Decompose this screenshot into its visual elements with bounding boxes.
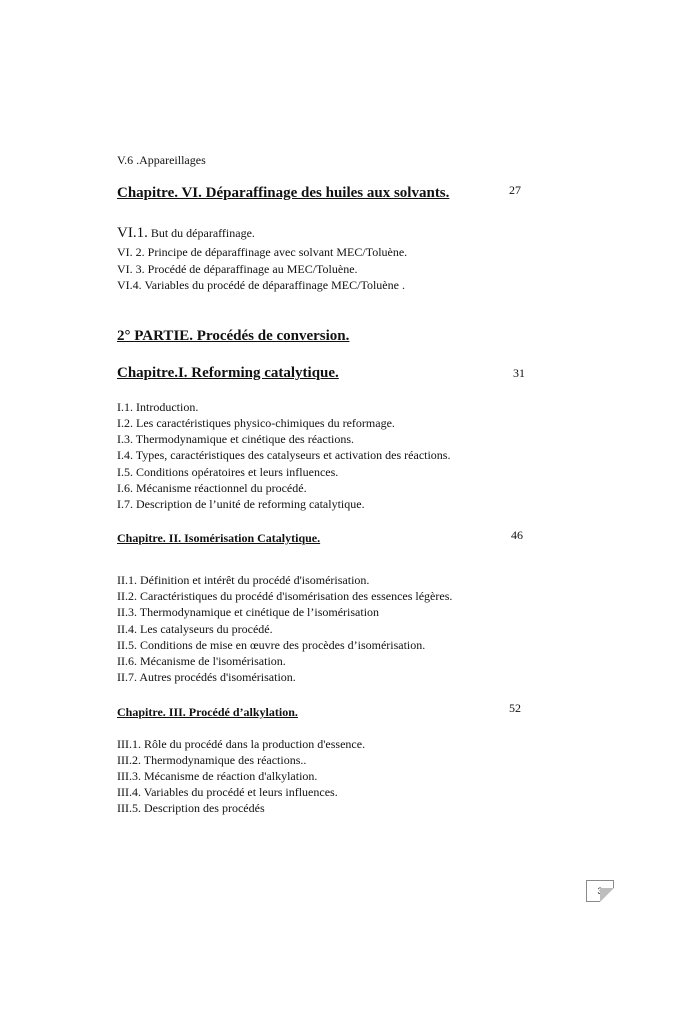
toc-entry-i-5: I.5. Conditions opératoires et leurs influences.	[117, 465, 339, 479]
chapter-i-title: Chapitre.I. Reforming catalytique.	[117, 365, 339, 381]
toc-entry-ii-4: II.4. Les catalyseurs du procédé.	[117, 622, 273, 636]
toc-entry-vi-4: VI.4. Variables du procédé de déparaffinage MEC/Toluène .	[117, 278, 405, 292]
page-number: 3	[597, 886, 603, 896]
toc-entry-i-1: I.1. Introduction.	[117, 400, 199, 414]
toc-entry-i-3: I.3. Thermodynamique et cinétique des réactions.	[117, 432, 355, 446]
folded-corner-icon	[600, 888, 614, 902]
chapter-vi-title: Chapitre. VI. Déparaffinage des huiles aux solvants.	[117, 185, 450, 201]
toc-entry-iii-5: III.5. Description des procédés	[117, 801, 265, 815]
toc-entry-vi-1	[117, 226, 255, 240]
toc-entry-vi-2: VI. 2. Principe de déparaffinage avec solvant MEC/Toluène.	[117, 245, 408, 259]
toc-entry-i-2: I.2. Les caractéristiques physico-chimiques du reformage.	[117, 416, 395, 430]
toc-entry-iii-1: III.1. Rôle du procédé dans la production d'essence.	[117, 737, 366, 751]
toc-entry-ii-7: II.7. Autres procédés d'isomérisation.	[117, 670, 296, 684]
part-2-title: 2° PARTIE. Procédés de conversion.	[117, 328, 350, 344]
chapter-iii-page: 52	[509, 701, 521, 715]
toc-entry-iii-3: III.3. Mécanisme de réaction d'alkylation.	[117, 769, 318, 783]
toc-entry-vi-3: VI. 3. Procédé de déparaffinage au MEC/Toluène.	[117, 262, 358, 276]
toc-entry-i-6: I.6. Mécanisme réactionnel du procédé.	[117, 481, 307, 495]
page-number-box	[586, 880, 614, 902]
toc-entry-ii-3: II.3. Thermodynamique et cinétique de l’isomérisation	[117, 605, 380, 619]
toc-entry-v6: V.6 .Appareillages	[117, 153, 206, 167]
chapter-ii-title: Chapitre. II. Isomérisation Catalytique.	[117, 531, 321, 545]
toc-entry-vi-1-number: VI.1.	[117, 225, 148, 241]
toc-entry-iii-2: III.2. Thermodynamique des réactions..	[117, 753, 307, 767]
toc-entry-i-7: I.7. Description de l’unité de reforming catalytique.	[117, 497, 365, 511]
toc-entry-ii-1: II.1. Définition et intérêt du procédé d'isomérisation.	[117, 573, 370, 587]
toc-entry-vi-1-text: But du déparaffinage.	[147, 226, 255, 240]
toc-entry-ii-6: II.6. Mécanisme de l'isomérisation.	[117, 654, 286, 668]
toc-entry-ii-2: II.2. Caractéristiques du procédé d'isomérisation des essences légères.	[117, 589, 453, 603]
toc-entry-i-4: I.4. Types, caractéristiques des catalyseurs et activation des réactions.	[117, 448, 451, 462]
toc-entry-ii-5: II.5. Conditions de mise en œuvre des procèdes d’isomérisation.	[117, 638, 426, 652]
chapter-ii-page: 46	[511, 528, 523, 542]
chapter-i-page: 31	[513, 366, 525, 380]
chapter-iii-title: Chapitre. III. Procédé d’alkylation.	[117, 705, 298, 719]
chapter-vi-page: 27	[509, 183, 521, 197]
toc-entry-iii-4: III.4. Variables du procédé et leurs influences.	[117, 785, 338, 799]
